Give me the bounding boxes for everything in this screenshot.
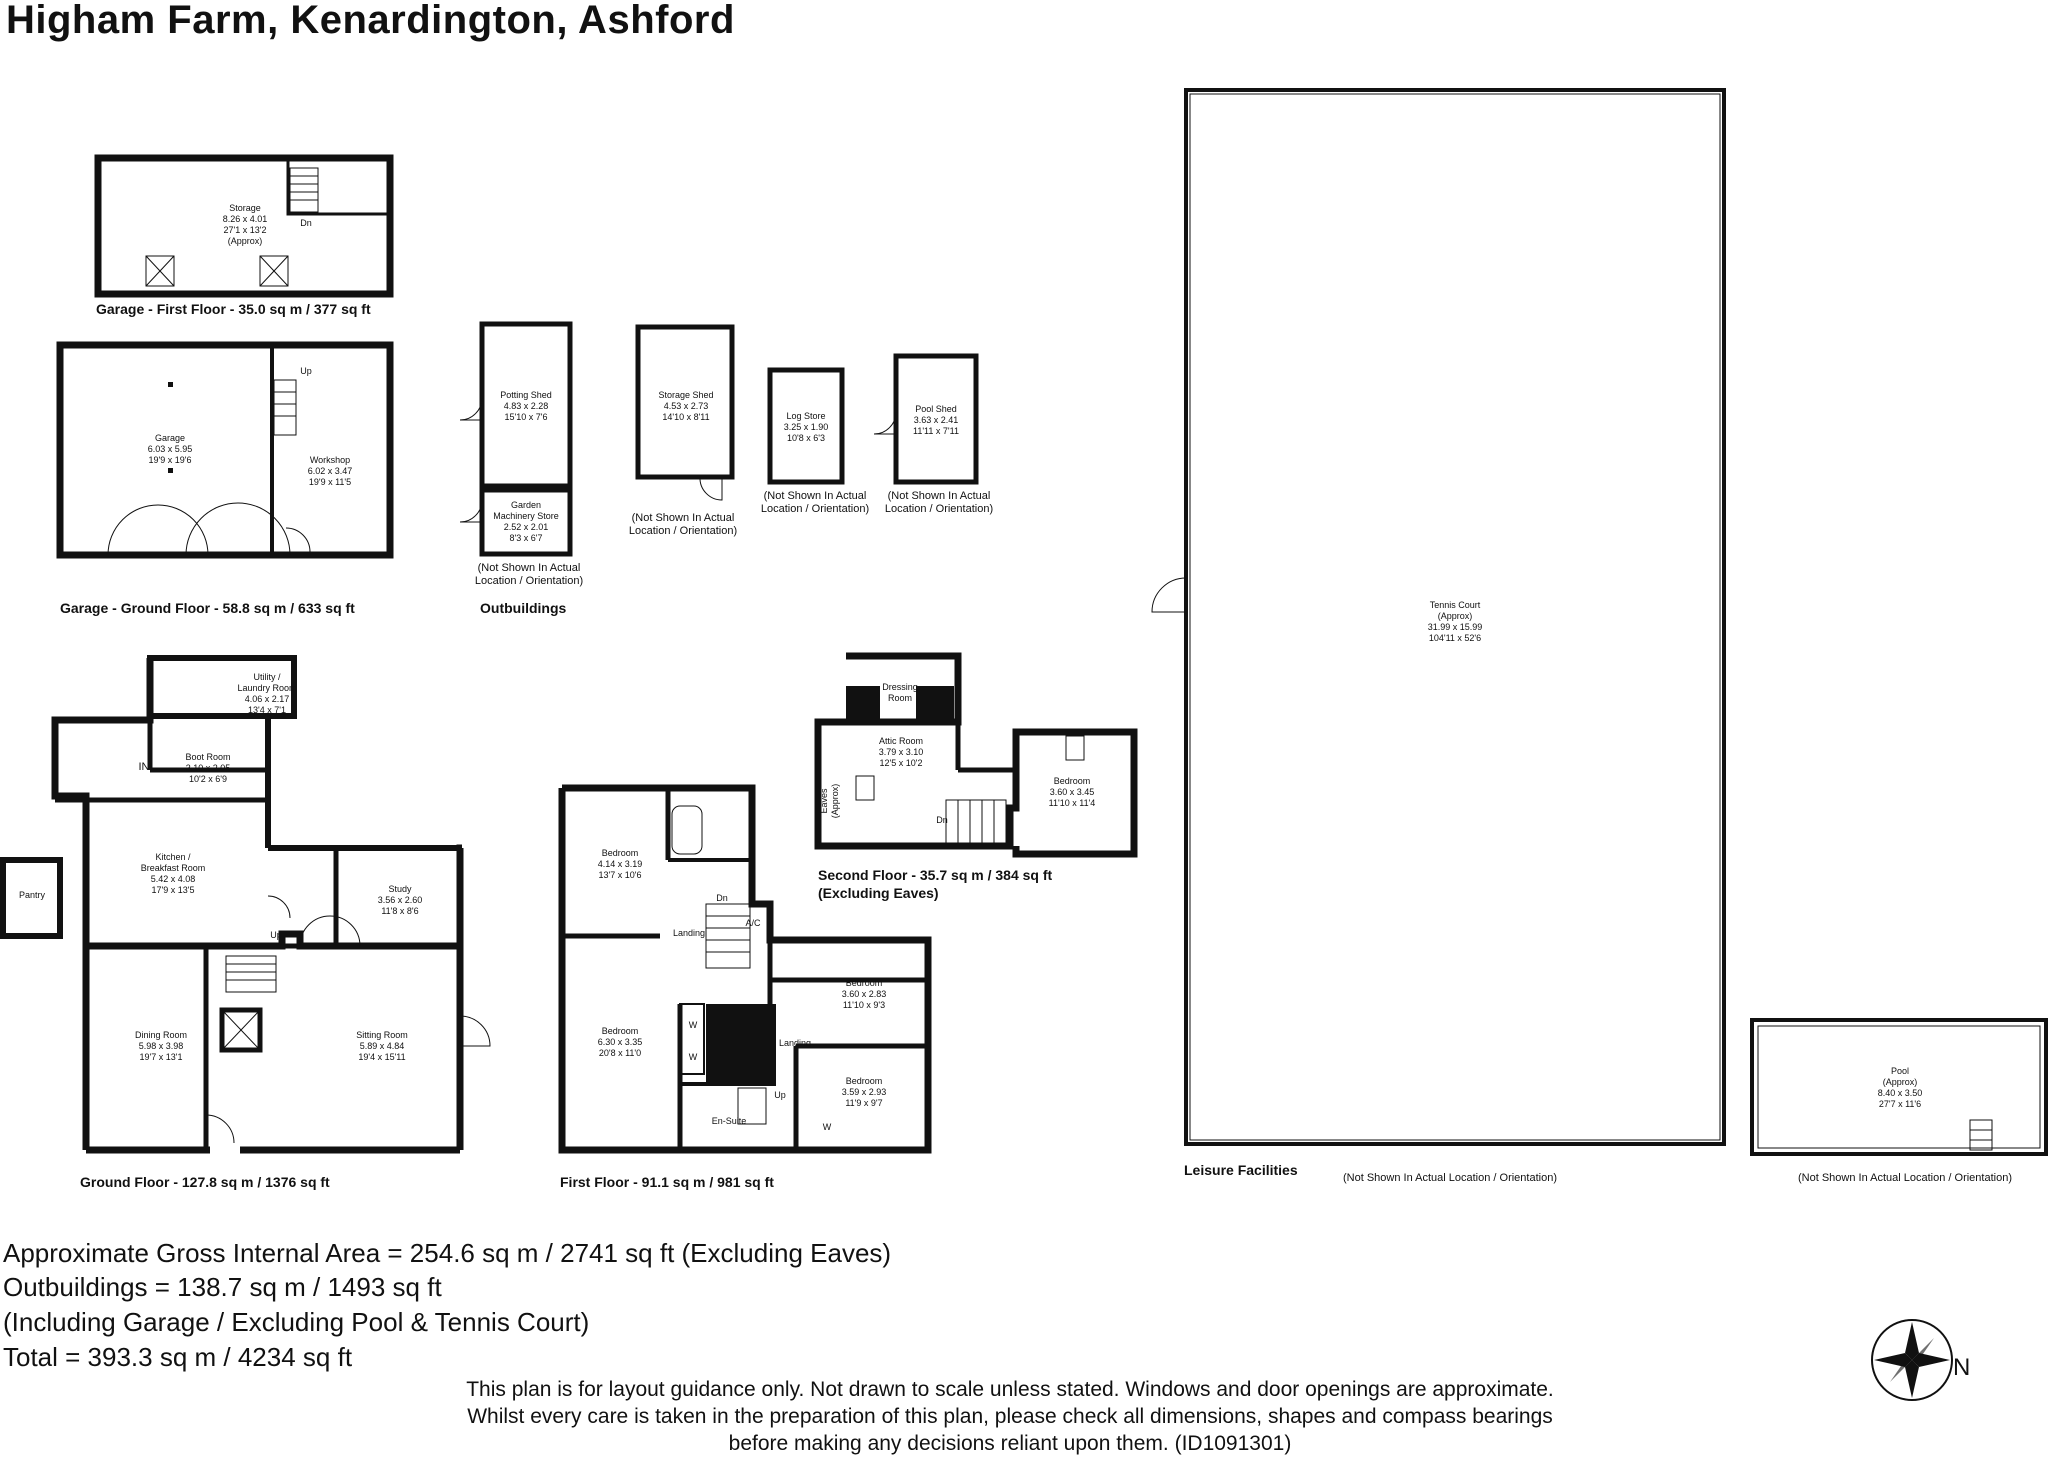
note-not-shown-pool-shed: (Not Shown In Actual Location / Orientation) (884, 490, 994, 515)
stair-up-first-tag: Up (774, 1090, 786, 1100)
room-garden-machinery-store: Garden Machinery Store 2.52 x 2.01 8'3 x 6'7 (493, 500, 559, 543)
area-including-note: (Including Garage / Excluding Pool & Tennis Court) (3, 1307, 590, 1337)
room-dining: Dining Room 5.98 x 3.98 19'7 x 13'1 (134, 1030, 188, 1062)
room-storage-shed: Storage Shed 4.53 x 2.73 14'10 x 8'11 (658, 390, 714, 422)
garage-ground-floor-plan (60, 345, 390, 555)
room-potting-shed: Potting Shed 4.83 x 2.28 15'10 x 7'6 (500, 390, 552, 422)
landing-lower-tag: Landing (778, 1038, 812, 1048)
caption-outbuildings: Outbuildings (480, 600, 567, 616)
pool-label: Pool (Approx) 8.40 x 3.50 27'7 x 11'6 (1877, 1066, 1923, 1109)
room-pantry: Pantry (18, 890, 45, 900)
caption-garage-first-floor: Garage - First Floor - 35.0 sq m / 377 sq ft (96, 301, 371, 317)
wardrobe-tag-1: W (688, 1020, 698, 1030)
room-attic: Attic Room 3.79 x 3.10 12'5 x 10'2 (878, 736, 924, 768)
ac-cupboard-tag: A/C (745, 918, 761, 928)
wardrobe-tag-2: W (688, 1052, 698, 1062)
room-log-store: Log Store 3.25 x 1.90 10'8 x 6'3 (783, 411, 829, 443)
caption-ground-floor: Ground Floor - 127.8 sq m / 1376 sq ft (80, 1174, 330, 1190)
stair-down-first-tag: Dn (716, 893, 728, 903)
landing-upper-tag: Landing (672, 928, 706, 938)
room-boot: Boot Room 3.10 x 2.05 10'2 x 6'9 (185, 752, 231, 784)
room-en-suite: En-Suite (711, 1116, 747, 1126)
room-study: Study 3.56 x 2.60 11'8 x 8'6 (377, 884, 423, 916)
compass-rose-icon (1872, 1320, 1952, 1400)
room-storage: Storage 8.26 x 4.01 27'1 x 13'2 (Approx) (222, 203, 268, 246)
stair-down-tag: Dn (300, 218, 312, 228)
room-pool-shed: Pool Shed 3.63 x 2.41 11'11 x 7'11 (913, 404, 959, 436)
caption-garage-ground-floor: Garage - Ground Floor - 58.8 sq m / 633 sq ft (60, 600, 355, 616)
caption-first-floor: First Floor - 91.1 sq m / 981 sq ft (560, 1174, 774, 1190)
eaves-label: Eaves (Approx) (819, 783, 840, 819)
area-outbuildings: Outbuildings = 138.7 sq m / 1493 sq ft (3, 1272, 442, 1302)
stair-down-second-tag: Dn (936, 815, 948, 825)
disclaimer-text: This plan is for layout guidance only. Not drawn to scale unless stated. Windows and door openings are approximate. Whilst every care is taken in the preparation of this plan, please check all dimensions, shapes and compass bearings before making any decisions reliant upon them. (ID1091301) (466, 1378, 1554, 1455)
area-gross-internal: Approximate Gross Internal Area = 254.6 sq m / 2741 sq ft (Excluding Eaves) (3, 1238, 892, 1268)
room-bedroom-5: Bedroom 3.60 x 3.45 11'10 x 11'4 (1048, 776, 1096, 808)
note-not-shown-log-store: (Not Shown In Actual Location / Orientation) (760, 490, 870, 515)
note-not-shown-tennis-court: (Not Shown In Actual Location / Orientation) (1342, 1172, 1557, 1184)
note-not-shown-garden-store: (Not Shown In Actual Location / Orientation) (474, 562, 584, 587)
tennis-court-label: Tennis Court (Approx) 31.99 x 15.99 104'11 x 52'6 (1427, 600, 1483, 643)
room-dressing: Dressing Room (882, 682, 918, 703)
area-total: Total = 393.3 sq m / 4234 sq ft (3, 1342, 353, 1372)
wardrobe-tag-3: W (822, 1122, 832, 1132)
room-bedroom-1: Bedroom 4.14 x 3.19 13'7 x 10'6 (597, 848, 643, 880)
stair-up-ground-tag: Up (270, 930, 282, 940)
room-utility: Utility / Laundry Room 4.06 x 2.17 13'4 x 7'1 (237, 672, 297, 715)
room-bedroom-3: Bedroom 3.60 x 2.83 11'10 x 9'3 (841, 978, 887, 1010)
room-workshop: Workshop 6.02 x 3.47 19'9 x 11'5 (307, 455, 353, 487)
room-kitchen: Kitchen / Breakfast Room 5.42 x 4.08 17'9 x 13'5 (140, 852, 206, 895)
room-sitting: Sitting Room 5.89 x 4.84 19'4 x 15'11 (356, 1030, 408, 1062)
room-garage: Garage 6.03 x 5.95 19'9 x 19'6 (147, 433, 193, 465)
caption-leisure-facilities: Leisure Facilities (1184, 1162, 1298, 1178)
room-bedroom-4: Bedroom 3.59 x 2.93 11'9 x 9'7 (841, 1076, 887, 1108)
caption-second-floor: Second Floor - 35.7 sq m / 384 sq ft (Excluding Eaves) (818, 867, 1053, 901)
compass-north-label: N (1953, 1354, 1971, 1381)
stair-up-tag: Up (300, 366, 312, 376)
entrance-in-tag: IN (138, 761, 150, 773)
room-bedroom-2: Bedroom 6.30 x 3.35 20'8 x 11'0 (597, 1026, 643, 1058)
note-not-shown-storage-shed: (Not Shown In Actual Location / Orientation) (628, 512, 738, 537)
note-not-shown-pool: (Not Shown In Actual Location / Orientation) (1797, 1172, 2012, 1184)
page-title: Higham Farm, Kenardington, Ashford (6, 0, 735, 42)
